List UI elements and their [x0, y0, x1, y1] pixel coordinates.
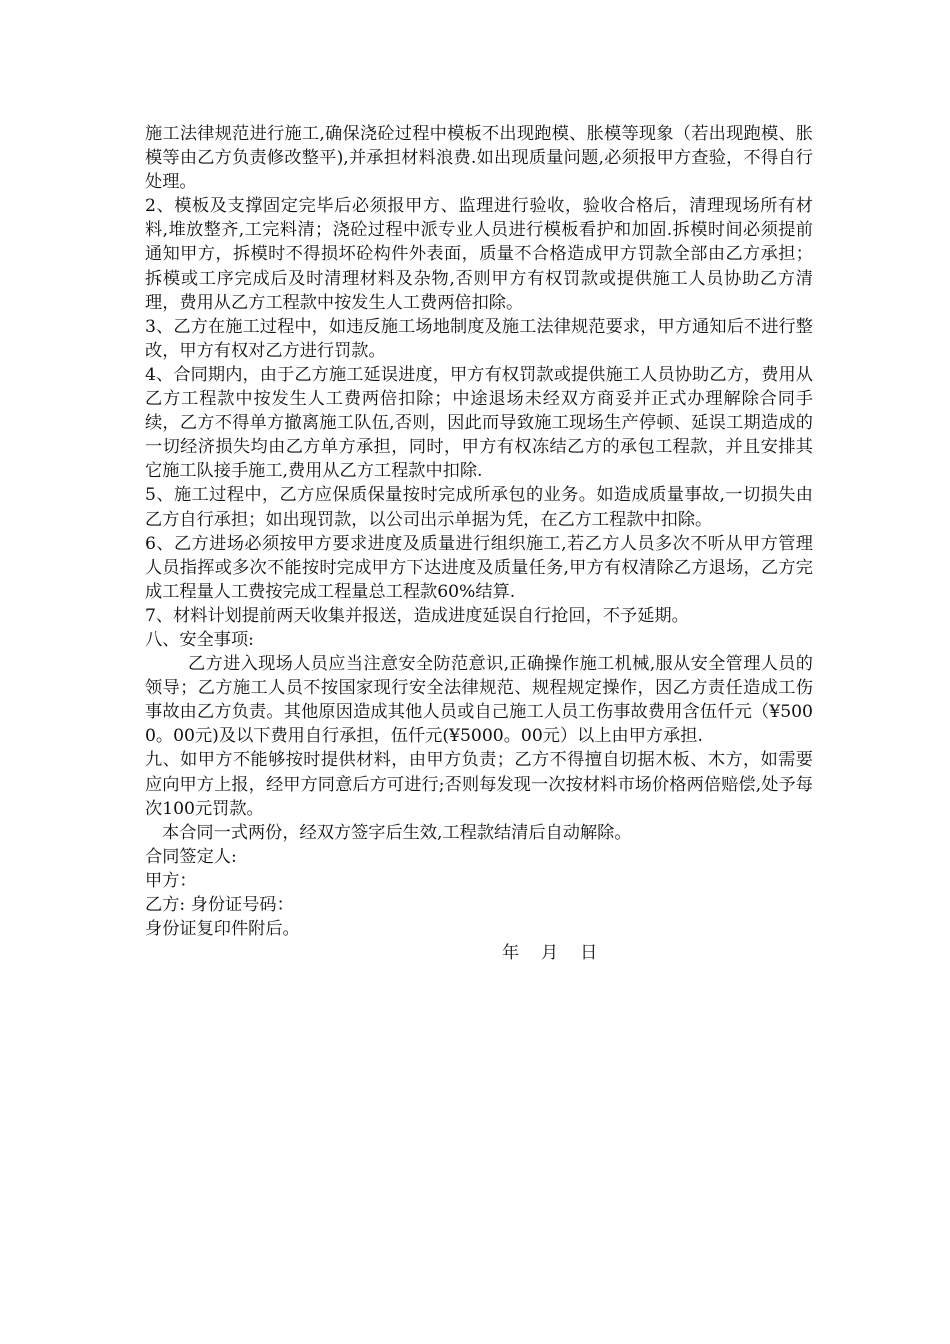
paragraph-section-9: 九、如甲方不能够按时提供材料，由甲方负责；乙方不得擅自切据木板、木方，如需要应向甲方上报，经甲方同意后方可进行;否则每发现一次按材料市场价格两倍赔偿,处予每次100元罚款。: [145, 750, 813, 819]
date-line: 年 月 日: [502, 943, 598, 964]
contract-page: [145, 122, 813, 965]
section-heading-safety: 八、安全事项:: [145, 629, 254, 650]
paragraph-clause-2: 2、模板及支撑固定完毕后必须报甲方、监理进行验收，验收合格后，清理现场所有材料,堆放整齐,工完料清；浇砼过程中派专业人员进行模板看护和加固.拆模时间必须提前通知甲方，拆模时不得损坏砼构件外表面，质量不合格造成甲方罚款全部由乙方承担；拆模或工序完成后及时清理材料及杂物,否则甲方有权罚款或提供施工人员协助乙方清理，费用从乙方工程款中按发生人工费两倍扣除。: [145, 196, 813, 313]
signatory-heading: 合同签定人:: [145, 846, 237, 867]
id-copy-note: 身份证复印件附后。: [145, 919, 300, 940]
paragraph-contract-copies: 本合同一式两份，经双方签字后生效,工程款结清后自动解除。: [162, 822, 632, 843]
paragraph-continuation-formwork: 施工法律规范进行施工,确保浇砼过程中模板不出现跑模、胀模等现象（若出现跑模、胀模等由乙方负责修改整平),并承担材料浪费.如出现质量问题,必须报甲方查验，不得自行处理。: [145, 124, 813, 193]
paragraph-clause-5: 5、施工过程中，乙方应保质保量按时完成所承包的业务。如造成质量事故,一切损失由乙方自行承担；如出现罚款，以公司出示单据为凭，在乙方工程款中扣除。: [145, 485, 813, 530]
paragraph-clause-3: 3、乙方在施工过程中，如违反施工场地制度及施工法律规范要求，甲方通知后不进行整改，甲方有权对乙方进行罚款。: [145, 316, 813, 361]
party-a-line: 甲方：: [145, 870, 197, 891]
paragraph-clause-4: 4、合同期内，由于乙方施工延误进度，甲方有权罚款或提供施工人员协助乙方，费用从乙方工程款中按发生人工费两倍扣除；中途退场未经双方商妥并正式办理解除合同手续，乙方不得单方撤离施工队伍,否则，因此而导致施工现场生产停顿、延误工期造成的一切经济损失均由乙方单方承担，同时，甲方有权冻结乙方的承包工程款，并且安排其它施工队接手施工,费用从乙方工程款中扣除.: [145, 364, 813, 482]
paragraph-safety-body: 乙方进入现场人员应当注意安全防范意识,正确操作施工机械,服从安全管理人员的领导；乙方施工人员不按国家现行安全法律规范、规程规定操作，因乙方责任造成工伤事故由乙方负责。其他原因造成其他人员或自己施工人员工伤事故费用含伍仟元（¥5000。00元)及以下费用自行承担，伍仟元(¥5000。00元）以上由甲方承担.: [145, 654, 813, 747]
party-b-id-line: 乙方: 身份证号码：: [145, 895, 294, 915]
paragraph-clause-6: 6、乙方进场必须按甲方要求进度及质量进行组织施工,若乙方人员多次不听从甲方管理人员指挥或多次不能按时完成甲方下达进度及质量任务,甲方有权清除乙方退场，乙方完成工程量人工费按完成工程量总工程款60%结算.: [145, 533, 813, 602]
paragraph-clause-7: 7、材料计划提前两天收集并报送，造成进度延误自行抢回，不予延期。: [145, 605, 689, 626]
